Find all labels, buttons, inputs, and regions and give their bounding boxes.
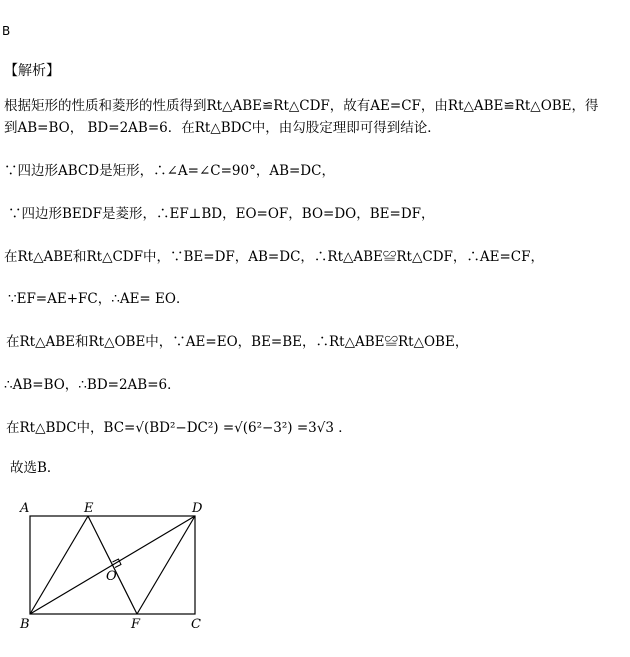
segment-df (137, 516, 195, 614)
step-congruent-2: 在Rt△ABE和Rt△OBE中，∵AE=EO，BE=BE，∴Rt△ABE≌Rt△OBE， (6, 334, 469, 350)
step-bc: 在Rt△BDC中，BC=√(BD²−DC²) =√(6²−3²) =3√3 ． (6, 420, 352, 436)
analysis-line-2: 到AB=BO， BD=2AB=6．在Rt△BDC中，由勾股定理即可得到结论． (4, 120, 441, 136)
answer-letter: B (2, 24, 11, 38)
analysis-line-1: 根据矩形的性质和菱形的性质得到Rt△ABE≌Rt△CDF，故有AE=CF，由Rt△ABE≌Rt△OBE，得 (4, 98, 599, 114)
step-ae-eo: ∵EF=AE+FC，∴AE= EO． (8, 291, 190, 307)
label-c: C (191, 617, 201, 632)
diagonal-ef (88, 516, 137, 614)
label-a: A (20, 501, 30, 516)
step-bd: ∴AB=BO，∴BD=2AB=6． (4, 377, 181, 393)
step-rhombus: ∵四边形BEDF是菱形，∴EF⊥BD，EO=OF，BO=DO，BE=DF， (8, 206, 435, 222)
step-rectangle: ∵四边形ABCD是矩形，∴∠A=∠C=90°，AB=DC， (4, 163, 335, 179)
label-o: O (106, 569, 117, 584)
label-f: F (131, 617, 141, 632)
analysis-heading: 【解析】 (4, 63, 60, 79)
final-choice: 故选B． (10, 460, 61, 476)
segment-be (30, 516, 88, 614)
geometry-figure (0, 490, 630, 657)
label-b: B (20, 617, 30, 632)
step-congruent-1: 在Rt△ABE和Rt△CDF中，∵BE=DF，AB=DC，∴Rt△ABE≌Rt△CDF，∴AE=CF， (4, 249, 544, 265)
label-e: E (84, 501, 94, 516)
label-d: D (192, 501, 203, 516)
